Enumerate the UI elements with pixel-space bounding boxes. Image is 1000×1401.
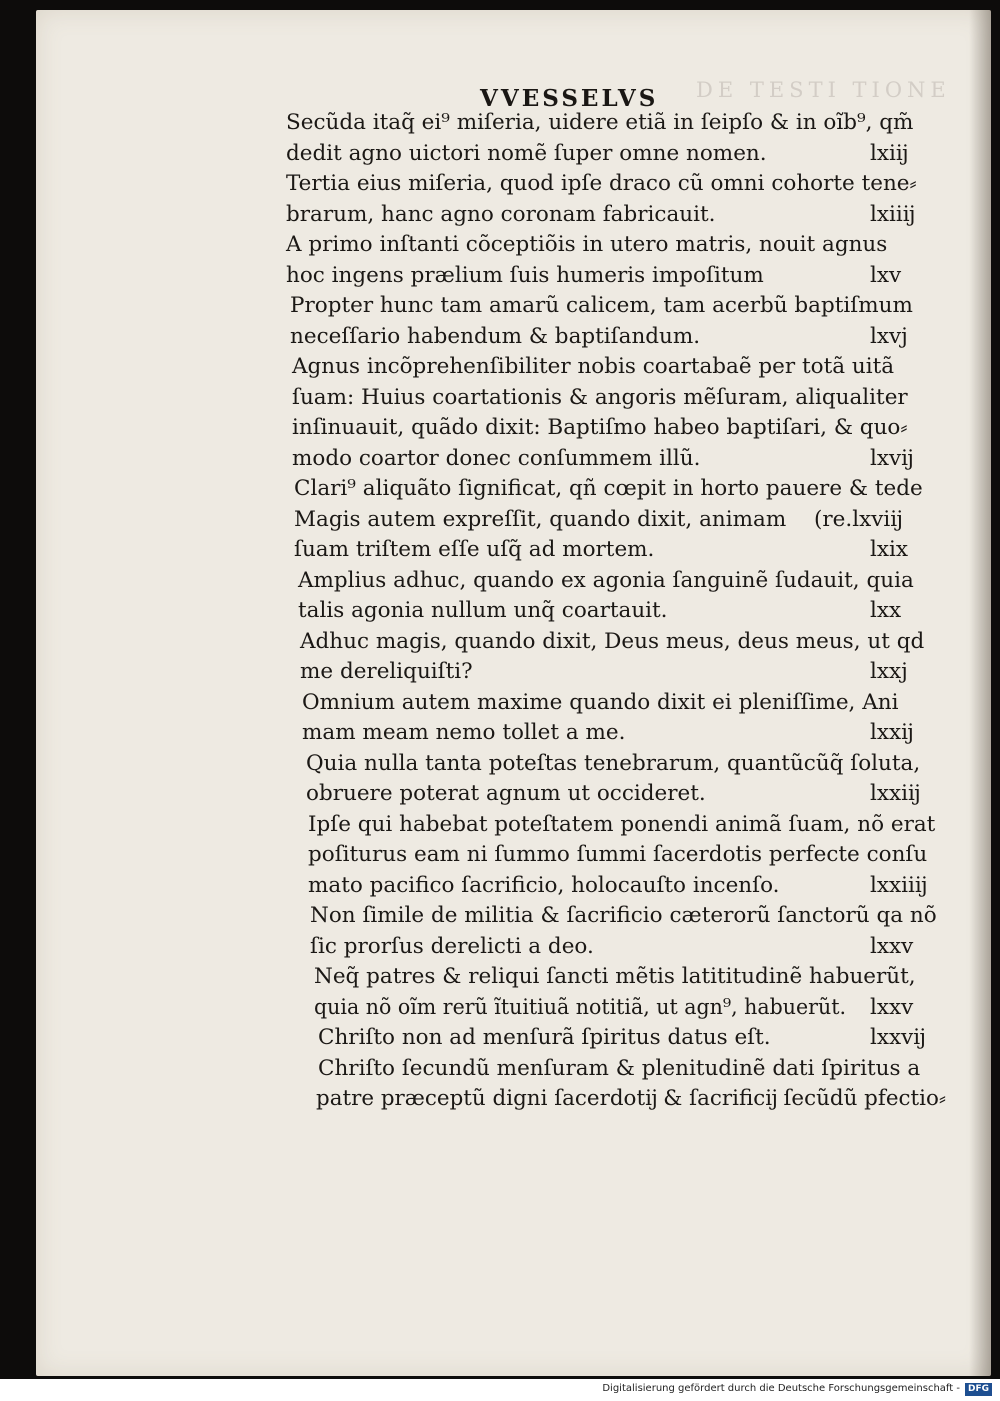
text-line (286, 413, 966, 444)
marginal-number: lxv (870, 262, 902, 288)
line-text: Chriſto non ad menſurã ſpiritus datus eſt. (318, 1025, 771, 1050)
line-text: ſuam: Huius coartationis & angoris mẽſuram, aliqualiter (292, 384, 908, 410)
text-line (286, 901, 966, 932)
line-text: ſic prorſus derelicti a deo. (310, 933, 594, 959)
text-line (286, 291, 966, 322)
line-text: inſinuauit, quãdo dixit: Baptiſmo habeo baptiſari, & quo⸗ (292, 415, 908, 440)
line-text: modo coartor donec conſummem illũ. (292, 445, 701, 471)
line-text: mato pacifico ſacrificio, holocauſto incenſo. (308, 872, 780, 898)
line-text: ſuam triſtem eſſe uſq̃ ad mortem. (294, 537, 655, 562)
text-block (286, 108, 966, 1115)
text-line (286, 352, 966, 383)
text-line (286, 230, 966, 261)
line-text: Agnus incõprehenſibiliter nobis coartabaẽ per totã uitã (292, 354, 895, 379)
text-line (286, 169, 966, 200)
text-line (286, 444, 966, 475)
marginal-number: lxxv (870, 933, 914, 959)
footer-bar (0, 1379, 1000, 1401)
text-line (286, 718, 966, 749)
text-line (286, 840, 966, 871)
text-line (286, 535, 966, 566)
line-text: mam meam nemo tollet a me. (302, 720, 626, 745)
marginal-number: lxxiiĳ (870, 872, 927, 898)
text-line (286, 139, 966, 170)
line-text: Ipſe qui habebat poteſtatem ponendi animã ſuam, nõ erat (308, 811, 936, 837)
marginal-number: lxx (870, 598, 902, 623)
marginal-number: lxiĳ (870, 140, 908, 166)
line-text: me dereliquiſti? (300, 659, 473, 684)
text-line (286, 596, 966, 627)
line-text: Propter hunc tam amarũ calicem, tam acerbũ baptiſmum (290, 293, 913, 318)
text-line (286, 1084, 966, 1115)
text-line (286, 1054, 966, 1085)
line-text: patre præceptũ digni ſacerdotĳ & ſacrificĳ ſecũdũ pfectio⸗ (316, 1086, 946, 1111)
text-line (286, 749, 966, 780)
text-line (286, 200, 966, 231)
text-line (286, 779, 966, 810)
marginal-number: lxxvĳ (870, 1025, 925, 1050)
dfg-logo-icon: DFG (965, 1383, 992, 1396)
line-text: A primo inſtanti cõceptiõis in utero matris, nouit agnus (286, 232, 888, 257)
line-text: obruere poterat agnum ut occideret. (306, 781, 706, 806)
line-text: Chriſto ſecundũ menſuram & plenitudinẽ dati ſpiritus a (318, 1055, 921, 1081)
line-text: hoc ingens prælium ſuis humeris impoſitum (286, 262, 764, 288)
line-text: Adhuc magis, quando dixit, Deus meus, deus meus, ut qd (300, 628, 925, 654)
marginal-number: lxvj (870, 323, 908, 349)
text-line (286, 108, 966, 139)
line-text: Amplius adhuc, quando ex agonia ſanguinẽ ſudauit, quia (298, 567, 914, 593)
marginal-number: lxxĳ (870, 720, 913, 745)
line-text: talis agonia nullum unq̃ coartauit. (298, 598, 668, 623)
running-head: VVESSELVS (480, 85, 659, 112)
text-line (286, 505, 966, 536)
text-line (286, 871, 966, 902)
text-line (286, 261, 966, 292)
text-line (286, 383, 966, 414)
text-line (286, 962, 966, 993)
text-line (286, 688, 966, 719)
text-line (286, 474, 966, 505)
line-text: Magis autem expreſſit, quando dixit, animam (294, 506, 787, 532)
marginal-number: lxxv (870, 994, 914, 1020)
text-line (286, 566, 966, 597)
text-line (286, 322, 966, 353)
line-text: Quia nulla tanta poteſtas tenebrarum, quantũcũq̃ ſoluta, (306, 750, 921, 776)
marginal-number: lxix (870, 537, 909, 562)
line-text: neceſſario habendum & baptiſandum. (290, 323, 701, 349)
text-line (286, 932, 966, 963)
bleed-through-text: DE TESTI TIONE (696, 78, 951, 102)
line-text: quia nõ oĩm rerũ ĩtuitiuã notitiã, ut agn⁹, habuerũt. (314, 994, 846, 1020)
marginal-number: (re.lxviĳ (814, 506, 902, 532)
line-text: dedit agno uictori nomẽ ſuper omne nomen. (286, 140, 767, 166)
text-line (286, 657, 966, 688)
line-text: Non ſimile de militia & ſacrificio cæterorũ ſanctorũ qa nõ (310, 903, 937, 928)
line-text: Clari⁹ aliquãto ſignificat, qñ cœpit in horto pauere & tede (294, 476, 923, 501)
line-text: Neq̃ patres & reliqui ſancti mẽtis latititudinẽ habuerũt, (314, 964, 916, 989)
marginal-number: lxvĳ (870, 445, 913, 471)
marginal-number: lxxj (870, 659, 908, 684)
text-line (286, 993, 966, 1024)
text-line (286, 1023, 966, 1054)
marginal-number: lxxiĳ (870, 781, 920, 806)
line-text: Omnium autem maxime quando dixit ei pleniſſime, Ani (302, 689, 899, 715)
text-line (286, 627, 966, 658)
line-text: poſiturus eam ni ſummo ſummi ſacerdotis perfecte conſu (308, 842, 928, 867)
marginal-number: lxiiĳ (870, 201, 915, 227)
text-line (286, 810, 966, 841)
line-text: Secũda itaq̃ ei⁹ miſeria, uidere etiã in ſeipſo & in oĩb⁹, qm̃ (286, 110, 914, 135)
line-text: Tertia eius miſeria, quod ipſe draco cũ omni cohorte tene⸗ (286, 171, 917, 196)
footer-credit: Digitalisierung gefördert durch die Deutsche Forschungsgemeinschaft - (602, 1383, 960, 1394)
line-text: brarum, hanc agno coronam fabricauit. (286, 201, 716, 227)
